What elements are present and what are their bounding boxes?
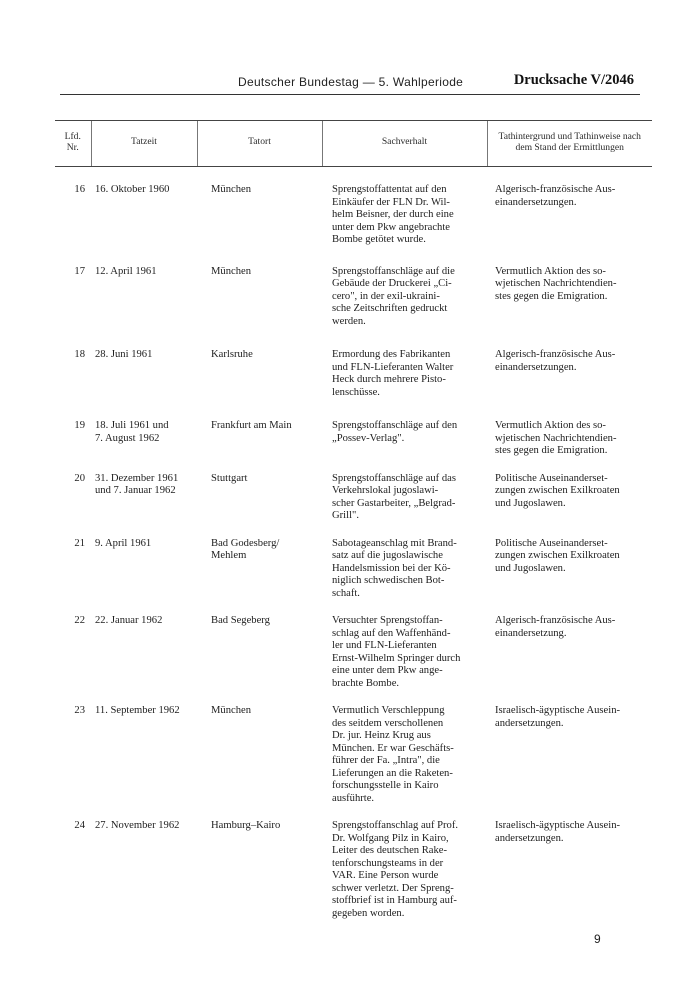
cell-tathintergrund-line: stes gegen die Emigration. xyxy=(495,445,608,456)
cell-tathintergrund-line: Israelisch-ägyptische Ausein- xyxy=(495,820,621,831)
cell-nr: 21 xyxy=(74,537,85,549)
cell-sachverhalt-line: Sprengstoffanschlag auf Prof. xyxy=(332,820,459,831)
cell-nr: 24 xyxy=(74,820,85,831)
cell-tatzeit xyxy=(91,600,197,690)
cell-tatzeit-line: 22. Januar 1962 xyxy=(95,615,163,626)
cell-tatort xyxy=(197,690,322,805)
cell-tatort-line: Stuttgart xyxy=(211,472,248,484)
table-header xyxy=(55,121,652,167)
cell-tatort-line: Bad Godesberg/ xyxy=(211,537,280,549)
table-row xyxy=(55,600,652,690)
cell-tathintergrund-line: und Jugoslawen. xyxy=(495,497,566,509)
cell-sachverhalt-line: VAR. Eine Person wurde xyxy=(332,870,439,881)
cell-tatzeit xyxy=(91,690,197,805)
cell-nr: 23 xyxy=(74,705,85,716)
cell-nr: 19 xyxy=(74,420,85,431)
cell-sachverhalt-line: Leiter des deutschen Rake- xyxy=(332,845,448,856)
cell-sachverhalt-line: Heck durch mehrere Pisto- xyxy=(332,374,446,385)
cell-tatort-line: München xyxy=(211,184,252,195)
table-row xyxy=(55,805,652,920)
cell-tatzeit xyxy=(91,328,197,399)
column-header-nr: Lfd. Nr. xyxy=(55,121,91,167)
cell-tatort-line: Mehlem xyxy=(211,550,247,561)
cell-sachverhalt-line: Ermordung des Fabrikanten xyxy=(332,349,451,360)
cell-tatort xyxy=(197,523,322,601)
cell-sachverhalt xyxy=(322,690,487,805)
cell-tathintergrund-line: Vermutlich Aktion des so- xyxy=(495,265,606,277)
cell-tathintergrund xyxy=(487,167,652,247)
cell-tatzeit xyxy=(91,247,197,329)
cell-sachverhalt-line: cero", in der exil-ukraini- xyxy=(332,290,440,302)
cell-sachverhalt-line: Sprengstoffanschläge auf die xyxy=(332,265,455,277)
cell-tathintergrund xyxy=(487,600,652,690)
cell-tathintergrund-line: Algerisch-französische Aus- xyxy=(495,184,616,195)
column-header-tathintergrund: Tathintergrund und Tathinweise nach dem Stand der Ermittlungen xyxy=(487,121,652,167)
cell-tatzeit-line: 9. April 1961 xyxy=(95,537,152,549)
table-row xyxy=(55,458,652,523)
cell-nr: 16 xyxy=(74,184,85,195)
cell-tatort-line: Frankfurt am Main xyxy=(211,420,292,431)
table-row xyxy=(55,167,652,247)
cell-sachverhalt-line: ler und FLN-Lieferanten xyxy=(332,640,437,651)
cell-sachverhalt-line: schaft. xyxy=(332,587,360,599)
cell-sachverhalt-line: Sabotageanschlag mit Brand- xyxy=(332,537,457,549)
cell-tathintergrund xyxy=(487,805,652,920)
column-header-tatort: Tatort xyxy=(197,121,322,167)
cell-tathintergrund-line: einandersetzungen. xyxy=(495,196,577,208)
cell-tatort-line: Karlsruhe xyxy=(211,349,253,360)
table-row xyxy=(55,523,652,601)
incident-table xyxy=(55,120,652,920)
document-number: Drucksache V/2046 xyxy=(513,72,634,88)
cell-sachverhalt-line: niglich schwedischen Bot- xyxy=(332,575,445,586)
cell-sachverhalt-line: „Possev-Verlag". xyxy=(332,432,405,444)
cell-sachverhalt-line: Einkäufer der FLN Dr. Wil- xyxy=(332,196,450,208)
cell-nr: 20 xyxy=(74,472,85,484)
cell-tatort xyxy=(197,458,322,523)
cell-sachverhalt-line: tenforschungsteams in der xyxy=(332,857,444,869)
cell-sachverhalt xyxy=(322,328,487,399)
cell-sachverhalt-line: Sprengstoffanschläge auf den xyxy=(332,420,458,431)
cell-sachverhalt-line: Grill". xyxy=(332,510,359,521)
cell-tathintergrund xyxy=(487,247,652,329)
cell-tatzeit xyxy=(91,805,197,920)
cell-sachverhalt-line: stoffbrief ist in Hamburg auf- xyxy=(332,895,457,906)
cell-tathintergrund-line: Politische Auseinanderset- xyxy=(495,472,608,484)
cell-tathintergrund-line: Israelisch-ägyptische Ausein- xyxy=(495,705,621,716)
cell-sachverhalt-line: Lieferungen an die Raketen- xyxy=(332,767,453,779)
table-body xyxy=(55,167,652,921)
cell-tathintergrund xyxy=(487,690,652,805)
cell-tathintergrund-line: zungen zwischen Exilkroaten xyxy=(495,550,620,561)
cell-sachverhalt-line: schlag auf den Waffenhänd- xyxy=(332,627,451,639)
cell-tathintergrund-line: und Jugoslawen. xyxy=(495,562,566,574)
cell-sachverhalt-line: ausführte. xyxy=(332,792,375,804)
cell-sachverhalt-line: Handelsmission bei der Kö- xyxy=(332,562,451,574)
cell-nr: 17 xyxy=(74,265,85,277)
cell-sachverhalt-line: Sprengstoffattentat auf den xyxy=(332,184,447,195)
cell-tatzeit-line: 7. August 1962 xyxy=(95,432,160,444)
table-row xyxy=(55,399,652,458)
cell-tathintergrund-line: zungen zwischen Exilkroaten xyxy=(495,485,620,496)
table-row xyxy=(55,328,652,399)
cell-sachverhalt-line: gegeben worden. xyxy=(332,907,405,919)
cell-tatort-line: Hamburg–Kairo xyxy=(211,820,281,831)
cell-sachverhalt-line: Bombe getötet wurde. xyxy=(332,234,426,245)
cell-tatzeit-line: und 7. Januar 1962 xyxy=(95,485,176,496)
cell-tatort-line: München xyxy=(211,705,252,716)
cell-sachverhalt xyxy=(322,399,487,458)
page-number: 9 xyxy=(594,932,601,946)
cell-tatzeit xyxy=(91,167,197,247)
cell-sachverhalt xyxy=(322,247,487,329)
cell-sachverhalt-line: Ernst-Wilhelm Springer durch xyxy=(332,652,461,664)
cell-tathintergrund-line: Algerisch-französische Aus- xyxy=(495,615,616,626)
cell-tatort xyxy=(197,328,322,399)
header-title: Deutscher Bundestag — 5. Wahlperiode xyxy=(238,75,464,89)
cell-tatzeit-line: 18. Juli 1961 und xyxy=(95,420,169,431)
cell-sachverhalt-line: brachte Bombe. xyxy=(332,677,400,689)
cell-sachverhalt-line: Sprengstoffanschläge auf das xyxy=(332,472,456,484)
cell-sachverhalt-line: werden. xyxy=(332,315,366,327)
cell-tatort xyxy=(197,247,322,329)
cell-sachverhalt-line: lenschüsse. xyxy=(332,386,380,398)
cell-tathintergrund-line: einandersetzungen. xyxy=(495,361,577,373)
cell-tatzeit xyxy=(91,399,197,458)
cell-sachverhalt-line: forschungsstelle in Kairo xyxy=(332,780,439,791)
cell-sachverhalt xyxy=(322,805,487,920)
cell-tatzeit-line: 11. September 1962 xyxy=(95,705,180,716)
cell-sachverhalt-line: satz auf die jugoslawische xyxy=(332,550,443,561)
cell-tatort xyxy=(197,167,322,247)
cell-sachverhalt-line: führer der Fa. „Intra", die xyxy=(332,755,440,766)
column-header-sachverhalt: Sachverhalt xyxy=(322,121,487,167)
cell-tathintergrund-line: einandersetzung. xyxy=(495,627,567,639)
cell-tathintergrund-line: stes gegen die Emigration. xyxy=(495,290,608,302)
cell-sachverhalt xyxy=(322,523,487,601)
table-row xyxy=(55,247,652,329)
cell-tatzeit-line: 31. Dezember 1961 xyxy=(95,472,179,484)
cell-sachverhalt-line: unter dem Pkw angebrachte xyxy=(332,221,450,233)
cell-sachverhalt-line: Vermutlich Verschleppung xyxy=(332,705,445,716)
cell-tathintergrund-line: andersetzungen. xyxy=(495,717,564,729)
header-rule xyxy=(60,94,640,95)
cell-sachverhalt-line: Verkehrslokal jugoslawi- xyxy=(332,485,439,496)
cell-sachverhalt-line: Versuchter Sprengstoffan- xyxy=(332,615,443,626)
cell-tatzeit-line: 12. April 1961 xyxy=(95,265,157,277)
cell-tathintergrund-line: Algerisch-französische Aus- xyxy=(495,349,616,360)
cell-tatort xyxy=(197,805,322,920)
cell-tatort xyxy=(197,399,322,458)
cell-sachverhalt-line: und FLN-Lieferanten Walter xyxy=(332,361,454,373)
cell-tatzeit xyxy=(91,523,197,601)
cell-tathintergrund xyxy=(487,458,652,523)
table-row xyxy=(55,690,652,805)
column-header-tatzeit: Tatzeit xyxy=(91,121,197,167)
cell-sachverhalt-line: helm Beisner, der durch eine xyxy=(332,209,454,220)
cell-nr: 22 xyxy=(74,615,85,626)
cell-sachverhalt-line: Dr. Wolfgang Pilz in Kairo, xyxy=(332,832,449,844)
cell-tatzeit xyxy=(91,458,197,523)
cell-tathintergrund-line: andersetzungen. xyxy=(495,832,564,844)
cell-tathintergrund-line: wjetischen Nachrichtendien- xyxy=(495,278,617,289)
cell-tathintergrund-line: Politische Auseinanderset- xyxy=(495,537,608,549)
cell-sachverhalt xyxy=(322,167,487,247)
cell-sachverhalt xyxy=(322,458,487,523)
cell-sachverhalt-line: eine unter dem Pkw ange- xyxy=(332,665,443,676)
cell-sachverhalt xyxy=(322,600,487,690)
cell-nr: 18 xyxy=(74,349,85,360)
cell-tatzeit-line: 28. Juni 1961 xyxy=(95,349,153,360)
cell-tatzeit-line: 16. Oktober 1960 xyxy=(95,184,170,195)
cell-sachverhalt-line: München. Er war Geschäfts- xyxy=(332,742,454,754)
cell-tathintergrund xyxy=(487,328,652,399)
cell-sachverhalt-line: scher Gastarbeiter, „Belgrad- xyxy=(332,497,456,509)
cell-tatzeit-line: 27. November 1962 xyxy=(95,820,180,831)
cell-sachverhalt-line: Gebäude der Druckerei „Ci- xyxy=(332,278,452,289)
cell-tatort-line: Bad Segeberg xyxy=(211,615,270,626)
cell-sachverhalt-line: Dr. jur. Heinz Krug aus xyxy=(332,730,431,741)
cell-tathintergrund-line: Vermutlich Aktion des so- xyxy=(495,420,606,431)
cell-sachverhalt-line: sche Zeitschriften gedruckt xyxy=(332,303,448,314)
cell-tatort xyxy=(197,600,322,690)
cell-sachverhalt-line: schwer verletzt. Der Spreng- xyxy=(332,882,454,894)
cell-tathintergrund-line: wjetischen Nachrichtendien- xyxy=(495,432,617,444)
cell-sachverhalt-line: des seitdem verschollenen xyxy=(332,717,444,729)
page-header xyxy=(60,72,640,94)
cell-tathintergrund xyxy=(487,523,652,601)
cell-tatort-line: München xyxy=(211,265,252,277)
cell-tathintergrund xyxy=(487,399,652,458)
